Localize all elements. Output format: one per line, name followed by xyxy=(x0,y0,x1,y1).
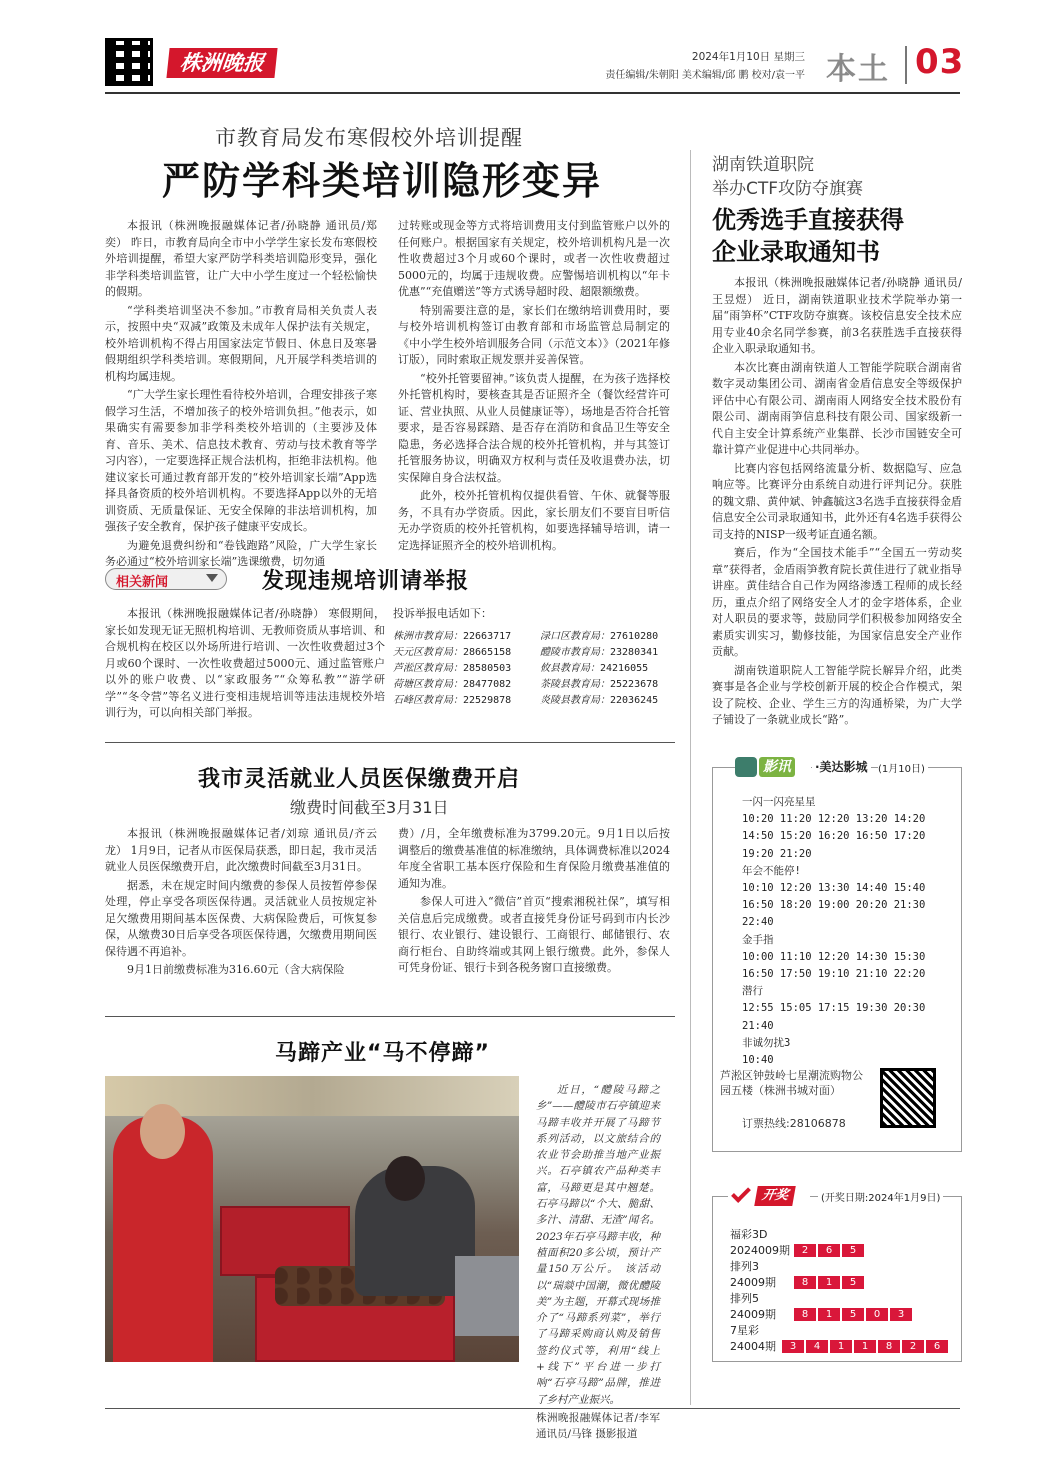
phone-grid xyxy=(393,629,673,709)
showtimes-line: 10:20 11:20 12:20 13:20 14:20 xyxy=(742,813,926,826)
lottery-game-name: 7星彩 xyxy=(730,1324,759,1337)
phone-office: 渌口区教育局： xyxy=(540,630,610,642)
phone-office: 石峰区教育局： xyxy=(393,694,463,706)
phone-number: 23280341 xyxy=(610,646,659,658)
winning-digit: 1 xyxy=(854,1340,876,1353)
related-news-label: 相关新闻 xyxy=(116,575,169,590)
main-column-2 xyxy=(398,218,670,556)
related-body xyxy=(105,606,385,724)
medical-paragraph: 本报讯（株洲晚报融媒体记者/刘琼 通讯员/齐云龙） 1月9日，记者从市医保局获悉，即日起，我市灵活就业人员医保缴费开启，此次缴费时间截至3月31日。 xyxy=(105,827,377,873)
phone-list-title: 投诉举报电话如下： xyxy=(393,607,492,620)
chevron-down-icon xyxy=(206,574,218,582)
medical-paragraph: 参保人可进入“微信”首页“搜索湘税社保”，填写相关信息后完成缴费。或者直接凭身份证号码到市内长沙银行、农业银行、建设银行、工商银行、邮储银行、农商行柜台、自助终端或其网上银行缴费。此外，参保人可凭身份证、银行卡到各税务窗口直接缴费。 xyxy=(398,895,670,974)
horse-paragraph: 近日，“醴陵马蹄之乡”——醴陵市石亭镇迎来马蹄丰收并开展了马蹄节系列活动，以文旅结合的农业节会助推当地产业振兴。石亭镇农产品种类丰富，马蹄更是其中翘楚。石亭马蹄以“个大、脆甜、多汁、清甜、无渣”闻名。2023年石亭马蹄丰收，种植面积20多公顷，预计产量150万公斤。 该活动以“瑞燚中国潮，微优醴陵美”为主题，开幕式现场推介了“马蹄系列菜”，举行了马蹄采购商认购及销售签约仪式等，利用“线上+线下”平台进一步打响“石亭马蹄”品牌，推进了乡村产业振兴。 xyxy=(536,1084,660,1406)
phone-entry xyxy=(393,661,526,677)
lottery-badge xyxy=(728,1185,810,1207)
cinema-name: ·美达影城 xyxy=(812,758,871,775)
phone-entry xyxy=(393,677,526,693)
phone-entry xyxy=(393,629,526,645)
newspaper-logo: 株洲晚报 xyxy=(166,48,277,78)
scale xyxy=(455,1256,519,1336)
winning-digit: 8 xyxy=(794,1308,816,1321)
movie-badge-label: 影讯 xyxy=(759,757,795,777)
showtimes-line: 21:40 xyxy=(742,1019,774,1032)
phone-number: 25223678 xyxy=(610,678,659,690)
winning-numbers xyxy=(794,1244,866,1257)
showtimes-line: 12:55 15:05 17:15 19:30 20:30 xyxy=(742,1002,926,1015)
masthead-rule xyxy=(105,92,960,94)
main-kicker: 市教育局发布寒假校外培训提醒 xyxy=(215,126,523,150)
ctf-headline-2: 企业录取通知书 xyxy=(712,238,880,266)
winning-digit: 5 xyxy=(842,1308,864,1321)
lottery-row xyxy=(730,1306,950,1322)
phone-number: 24216055 xyxy=(600,662,649,674)
phone-entry xyxy=(540,629,673,645)
horse-body xyxy=(536,1082,660,1444)
phone-number: 28665158 xyxy=(463,646,512,658)
masthead-qr-code[interactable] xyxy=(105,38,153,86)
main-paragraph: “学科类培训坚决不参加。”市教育局相关负责人表示，按照中央“双减”政策及未成年人保护法有关规定，校外培训机构不得占用国家法定节假日、休息日及寒暑假期组织学科类培训。寒假期间，凡开展学科类培训的机构均属违规。 xyxy=(105,303,377,383)
movie-badge xyxy=(735,755,811,779)
winning-digit: 3 xyxy=(890,1308,912,1321)
lottery-game-name: 排列3 xyxy=(730,1260,759,1273)
winning-digit: 3 xyxy=(782,1340,804,1353)
footer-rule xyxy=(105,1408,960,1409)
showtimes-line: 16:50 18:20 19:00 20:20 21:30 xyxy=(742,899,926,912)
movie-title: 年会不能停! xyxy=(742,864,801,877)
related-news-tag xyxy=(105,568,227,590)
medical-headline: 我市灵活就业人员医保缴费开启 xyxy=(198,767,521,792)
showtimes-line: 22:40 xyxy=(742,916,774,929)
showtimes-line: 19:20 21:20 xyxy=(742,847,812,860)
winning-numbers xyxy=(782,1340,950,1353)
lottery-results xyxy=(730,1226,950,1354)
winning-numbers xyxy=(794,1276,866,1289)
editor-credits: 责任编辑/朱朝阳 美术编辑/邱 鹏 校对/袁一平 xyxy=(605,70,805,81)
ctf-paragraph: 赛后，作为“全国技术能手”“全国五一劳动奖章”获得者，金盾雨笋教育院长黄佳进行了就业指导讲座。黄佳结合自己作为网络渗透工程师的成长经历，重点介绍了网络安全人才的金字塔体系，企业对人职员的要求等，鼓励同学们积极参加网络安全素质实训实习，勤修技能，为国家信息安全产业作贡献。 xyxy=(712,546,962,658)
winning-numbers xyxy=(794,1308,914,1321)
showtimes-line: 16:50 17:50 19:10 21:10 22:20 xyxy=(742,968,926,981)
medical-column-2 xyxy=(398,826,670,979)
winning-digit: 1 xyxy=(818,1308,840,1321)
winning-digit: 5 xyxy=(842,1276,864,1289)
showtimes-line: 10:10 12:20 13:30 14:40 15:40 xyxy=(742,882,926,895)
phone-entry xyxy=(540,677,673,693)
winning-digit: 8 xyxy=(794,1276,816,1289)
section-divider xyxy=(105,1016,675,1017)
ctf-paragraph: 本次比赛由湖南铁道人工智能学院联合湖南省数字灵动集团公司、湖南省金盾信息安全等级保护评估中心有限公司、湖南雨人网络安全技术股份有限公司、湖南雨笋信息科技有限公司、国家级新一代自主安全计算系统产业集群、长沙市国链安全可靠计算产业促进中心共同举办。 xyxy=(712,360,962,456)
phone-number: 22529878 xyxy=(463,694,512,706)
movie-schedule xyxy=(742,794,957,1069)
lottery-row xyxy=(730,1322,950,1338)
lottery-badge-label: 开奖 xyxy=(754,1186,796,1206)
phone-number: 28477082 xyxy=(463,678,512,690)
winning-digit: 4 xyxy=(806,1340,828,1353)
horse-photo-credit: 株洲晚报融媒体记者/李军 通讯员/马锋 摄影报道 xyxy=(536,1411,660,1440)
movie-title: 潜行 xyxy=(742,985,763,998)
winning-digit: 0 xyxy=(866,1308,888,1321)
phone-office: 攸县教育局： xyxy=(540,662,600,674)
movie-title: 一闪一闪亮星星 xyxy=(742,796,816,808)
phone-entry xyxy=(393,693,526,709)
winning-digit: 2 xyxy=(902,1340,924,1353)
cinema-qr-code[interactable] xyxy=(880,1068,936,1128)
phone-list xyxy=(393,606,673,709)
medical-paragraph: 9月1日前缴费标准为316.60元（含大病保险 xyxy=(127,963,345,976)
buyer-head xyxy=(385,1156,425,1201)
phone-office: 茶陵县教育局： xyxy=(540,678,610,690)
phone-office: 荷塘区教育局： xyxy=(393,678,463,690)
lottery-period: 24009期 xyxy=(730,1308,776,1321)
medical-paragraph: 据悉，未在规定时间内缴费的参保人员按暂停参保处理，停止享受各项医保待遇。灵活就业人员按规定补足欠缴费用期间基本医保费、大病保险费后，可恢复参保，从缴费30日后享受各项医保待遇，欠缴费用期间医保待遇不再追补。 xyxy=(105,878,377,958)
winning-digit: 1 xyxy=(830,1340,852,1353)
winning-digit: 1 xyxy=(818,1276,840,1289)
related-paragraph: 本报讯（株洲晚报融媒体记者/孙晓静） 寒假期间，家长如发现无证无照机构培训、无教师资质从事培训、和合规机构在校区以外场所进行培训、一次性收费超过3个月或60个课时、一次性收费超过5000元、通过监管账户以外的账户收费、以“家政服务”“众筹私教”“游学研学”“冬令营”等名义进行变相违规培训等违法违规校外培训行为，可以向相关部门举报。 xyxy=(105,607,385,719)
winning-digit: 8 xyxy=(878,1340,900,1353)
winning-digit: 6 xyxy=(926,1340,948,1353)
lottery-game-name: 福彩3D xyxy=(730,1228,768,1241)
phone-office: 芦淞区教育局： xyxy=(393,662,463,674)
movie-title: 非诚勿扰3 xyxy=(742,1036,791,1049)
main-paragraph: 本报讯（株洲晚报融媒体记者/孙晓静 通讯员/郑奕） 昨日，市教育局向全市中小学学生家长发布寒假校外培训提醒，希望大家严防学科类培训隐形变异，强化非学科类培训监管，让广大中小学生度过一个轻松愉快的假期。 xyxy=(105,219,377,298)
ctf-kicker-1: 湖南铁道职院 xyxy=(712,155,814,175)
showtimes-line: 10:40 xyxy=(742,1054,774,1067)
masthead-divider xyxy=(905,46,907,84)
phone-number: 27610280 xyxy=(610,630,659,642)
showtimes-line: 10:00 11:10 12:20 14:30 15:30 xyxy=(742,950,926,963)
phone-number: 22036245 xyxy=(610,694,659,706)
market-photo xyxy=(105,1076,519,1362)
movie-date: (1月10日) xyxy=(878,760,928,775)
booking-hotline: 订票热线:28106878 xyxy=(742,1117,846,1130)
lottery-game-name: 排列5 xyxy=(730,1292,759,1305)
page-number: 03 xyxy=(915,42,965,82)
phone-entry xyxy=(540,693,673,709)
lottery-period: 24004期 xyxy=(730,1340,776,1353)
issue-date: 2024年1月10日 星期三 xyxy=(691,51,805,63)
phone-office: 醴陵市教育局： xyxy=(540,646,610,658)
medical-paragraph: 费）/月，全年缴费标准为3799.20元。9月1日以后按调整后的缴费基准值的标准缴纳，具体调费标准以2024年度全省职工基本医疗保险和生育保险月缴费基准值的通知为准。 xyxy=(398,827,670,890)
lottery-row xyxy=(730,1338,950,1354)
section-divider xyxy=(105,742,675,743)
ctf-paragraph: 本报讯（株洲晚报融媒体记者/孙晓静 通讯员/王昱煜） 近日，湖南铁道职业技术学院举办第一届“雨笋杯”CTF攻防夺旗赛。该校信息安全技术应用专业40余名同学参赛，前3名获胜选手直接获得企业入职录取通知书。 xyxy=(712,276,962,355)
phone-entry xyxy=(540,661,673,677)
lottery-period: 2024009期 xyxy=(730,1244,790,1257)
lottery-row xyxy=(730,1290,950,1306)
lottery-row xyxy=(730,1274,950,1290)
checkmark-icon xyxy=(731,1183,751,1203)
winning-digit: 2 xyxy=(794,1244,816,1257)
main-paragraph: “广大学生家长理性看待校外培训，合理安排孩子寒假学习生活，不增加孩子的校外培训负担。”他表示，如果确实有需要参加非学科类校外培训的（主要涉及体育、音乐、美术、信息技术教育、劳动与技术教育等学习内容），一定要选择正规合法机构，拒绝非法机构。他建议家长可通过教育部开发的“校外培训家长端”App选择具备资质的校外培训机构。不要选择App以外的无培训资质、无质量保证、无安全保障的非法培训机构，加强孩子安全教育，保护孩子健康平安成长。 xyxy=(105,388,377,533)
lottery-row xyxy=(730,1258,950,1274)
film-reel-icon xyxy=(735,757,757,777)
winning-digit: 5 xyxy=(842,1244,864,1257)
medical-column-1 xyxy=(105,826,377,981)
phone-entry xyxy=(393,645,526,661)
related-headline: 发现违规培训请举报 xyxy=(262,569,470,594)
lottery-row xyxy=(730,1242,950,1258)
ctf-kicker-2: 举办CTF攻防夺旗赛 xyxy=(712,179,864,199)
movie-title: 金手指 xyxy=(742,933,774,946)
phone-number: 28580503 xyxy=(463,662,512,674)
main-headline: 严防学科类培训隐形变异 xyxy=(162,159,603,203)
main-paragraph: 为避免退费纠纷和“卷钱跑路”风险，广大学生家长务必通过“校外培训家长端”选课缴费，切勿通 xyxy=(105,538,377,568)
main-paragraph: 特别需要注意的是，家长们在缴纳培训费用时，要与校外培训机构签订由教育部和市场监管总局制定的《中小学生校外培训服务合同（示范文本）》（2021年修订版），同时索取正规发票并妥善保管。 xyxy=(398,303,670,366)
vendor-head xyxy=(140,1104,185,1159)
section-title: 本土 xyxy=(826,52,890,87)
medical-subhead: 缴费时间截至3月31日 xyxy=(290,798,449,817)
phone-office: 炎陵县教育局： xyxy=(540,694,610,706)
lottery-period: 24009期 xyxy=(730,1276,776,1289)
lottery-row xyxy=(730,1226,950,1242)
ctf-paragraph: 比赛内容包括网络流量分析、数据隐写、应急响应等。比赛评分由系统自动进行评判记分。获胜的魏文鼎、黄仲斌、钟鑫毓这3名选手直接获得金盾信息安全公司录取通知书，此外还有4名选手获得公司支持的NISP一级考证直通名额。 xyxy=(712,461,962,541)
ctf-paragraph: 湖南铁道职院人工智能学院长解异介绍，此类赛事是各企业与学校创新开展的校企合作模式，架设了院校、企业、学生三方的沟通桥梁，为广大学子铺设了一条就业成长“路”。 xyxy=(712,663,962,726)
phone-entry xyxy=(540,645,673,661)
column-divider xyxy=(690,150,691,1405)
main-paragraph: “校外托管要留神。”该负责人提醒，在为孩子选择校外托管机构时，要核查其是否证照齐全（餐饮经营许可证、营业执照、从业人员健康证等），场地是否符合托管要求，是否容易踩踏、是否存在消防和食品卫生等安全隐患，务必选择合法合规的校外托管机构，并与其签订托管服务协议，明确双方权利与责任及收退费办法，切实保障自身合法权益。 xyxy=(398,371,670,484)
main-paragraph: 过转账或现金等方式将培训费用支付到监管账户以外的任何账户。根据国家有关规定，校外培训机构凡是一次性收费超过3个月或60个课时，或者一次性收费超过5000元的，均属于违规收费。应警惕培训机构以“年卡优惠”“充值赠送”等方式诱导超时段、超限额缴费。 xyxy=(398,219,670,298)
lottery-date: (开奖日期:2024年1月9日) xyxy=(818,1189,943,1204)
cinema-address: 芦淞区钟鼓岭七星潮流购物公园五楼（株洲书城对面） xyxy=(720,1069,863,1097)
winning-digit: 6 xyxy=(818,1244,840,1257)
main-column-1 xyxy=(105,218,377,573)
ctf-headline-1: 优秀选手直接获得 xyxy=(712,206,904,234)
horse-headline: 马蹄产业“马不停蹄” xyxy=(275,1041,490,1066)
phone-number: 22663717 xyxy=(463,630,512,642)
main-paragraph: 此外，校外托管机构仅提供看管、午休、就餐等服务，不具有办学资质。因此，家长朋友们不要盲目听信无办学资质的校外托管机构，如要选择辅导培训，请一定选择证照齐全的校外培训机构。 xyxy=(398,489,670,552)
ctf-body xyxy=(712,275,962,731)
phone-office: 天元区教育局： xyxy=(393,646,463,658)
showtimes-line: 14:50 15:20 16:20 16:50 17:20 xyxy=(742,830,926,843)
phone-office: 株洲市教育局： xyxy=(393,630,463,642)
